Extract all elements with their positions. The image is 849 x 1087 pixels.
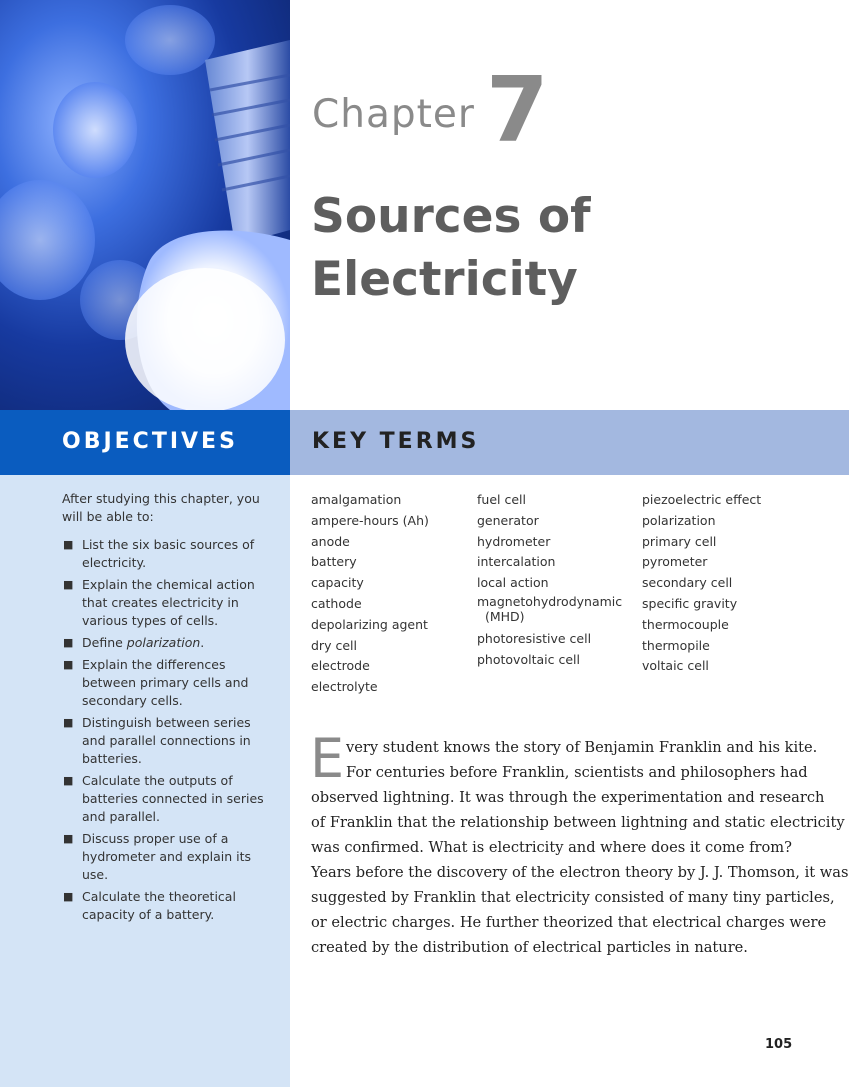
key-terms-column-1 xyxy=(311,490,476,698)
key-term-continued: (MHD) xyxy=(485,608,525,624)
drop-cap: E xyxy=(310,727,345,790)
objective-term: polarization xyxy=(126,635,201,650)
key-terms-column-2 xyxy=(477,490,642,671)
key-term: photoresistive cell xyxy=(477,630,592,646)
objective-text: Explain the differences between primary cells and secondary cells. xyxy=(82,657,249,708)
key-term: thermopile xyxy=(642,637,710,653)
objective-item xyxy=(62,536,277,572)
objective-item xyxy=(62,576,277,630)
objectives-heading: OBJECTIVES xyxy=(62,429,238,454)
chapter-title-line-1: Sources of xyxy=(311,189,591,244)
objective-item xyxy=(62,656,277,710)
key-term: fuel cell xyxy=(477,492,526,507)
bullet-icon: ■ xyxy=(63,636,74,649)
bullet-icon: ■ xyxy=(63,832,74,845)
objective-item xyxy=(62,830,277,884)
key-term: electrolyte xyxy=(311,679,378,695)
chapter-label: Chapter xyxy=(312,92,475,137)
objective-text: Define xyxy=(82,635,127,650)
key-term: capacity xyxy=(311,575,364,591)
key-term: battery xyxy=(311,554,357,570)
page-number: 105 xyxy=(765,1037,793,1052)
bullet-icon: ■ xyxy=(63,658,74,671)
key-term: anode xyxy=(311,533,350,549)
paragraph-line: created by the distribution of electrical particles in nature. xyxy=(311,939,748,956)
key-term: thermocouple xyxy=(642,616,729,632)
chapter-title xyxy=(311,185,831,311)
key-term: ampere-hours (Ah) xyxy=(311,512,429,528)
objective-item xyxy=(62,714,277,768)
key-terms-heading: KEY TERMS xyxy=(312,429,480,454)
bullet-icon: ■ xyxy=(63,890,74,903)
key-term: primary cell xyxy=(642,533,717,549)
objective-item xyxy=(62,634,277,652)
objective-text: List the six basic sources of electricity. xyxy=(82,537,255,570)
intro-paragraph xyxy=(311,735,849,960)
bullet-icon: ■ xyxy=(63,578,74,591)
objectives-intro: After studying this chapter, you will be able to: xyxy=(62,491,260,524)
key-term: magnetohydrodynamic xyxy=(477,593,623,609)
paragraph-line: of Franklin that the relationship between lightning and static electricity xyxy=(311,814,845,831)
paragraph-line: observed lightning. It was through the experimentation and research xyxy=(311,789,825,806)
objective-item xyxy=(62,888,277,924)
chapter-title-line-2: Electricity xyxy=(311,252,578,307)
paragraph-line: For centuries before Franklin, scientists and philosophers had xyxy=(346,764,808,781)
key-term: electrode xyxy=(311,658,370,674)
key-term: pyrometer xyxy=(642,554,708,570)
light-bulbs-photo xyxy=(0,0,290,410)
light-bulbs-icon xyxy=(0,0,290,410)
key-term: piezoelectric effect xyxy=(642,492,762,507)
bullet-icon: ■ xyxy=(63,774,74,787)
paragraph-line: or electric charges. He further theorized that electrical charges were xyxy=(311,914,827,931)
key-term: dry cell xyxy=(311,637,357,653)
key-term: secondary cell xyxy=(642,575,733,591)
key-term: polarization xyxy=(642,512,716,528)
key-term: depolarizing agent xyxy=(311,616,428,632)
key-term: amalgamation xyxy=(311,492,402,507)
paragraph-line: suggested by Franklin that electricity consisted of many tiny particles, xyxy=(311,889,835,906)
key-term: specific gravity xyxy=(642,595,738,611)
objective-text: Calculate the theoretical capacity of a battery. xyxy=(82,889,236,922)
objective-text-end: . xyxy=(200,635,205,650)
key-term: voltaic cell xyxy=(642,658,709,674)
bullet-icon: ■ xyxy=(63,538,74,551)
paragraph-line: very student knows the story of Benjamin Franklin and his kite. xyxy=(346,739,818,756)
key-term: hydrometer xyxy=(477,533,551,549)
key-term: intercalation xyxy=(477,554,556,570)
paragraph-line: Years before the discovery of the electron theory by J. J. Thomson, it was xyxy=(311,864,849,881)
key-terms-column-3 xyxy=(642,490,807,677)
paragraph-line: was confirmed. What is electricity and where does it come from? xyxy=(311,839,792,856)
objective-item xyxy=(62,772,277,826)
objective-text: Calculate the outputs of batteries connected in series and parallel. xyxy=(82,773,264,824)
key-term: local action xyxy=(477,575,549,591)
objective-text: Distinguish between series and parallel connections in batteries. xyxy=(82,715,251,766)
bullet-icon: ■ xyxy=(63,716,74,729)
objective-text: Explain the chemical action that creates electricity in various types of cells. xyxy=(82,577,255,628)
objectives-list xyxy=(62,536,277,928)
key-term: generator xyxy=(477,512,539,528)
chapter-number: 7 xyxy=(486,58,549,163)
key-term: photovoltaic cell xyxy=(477,651,580,667)
objective-text: Discuss proper use of a hydrometer and explain its use. xyxy=(82,831,252,882)
key-term: cathode xyxy=(311,595,362,611)
